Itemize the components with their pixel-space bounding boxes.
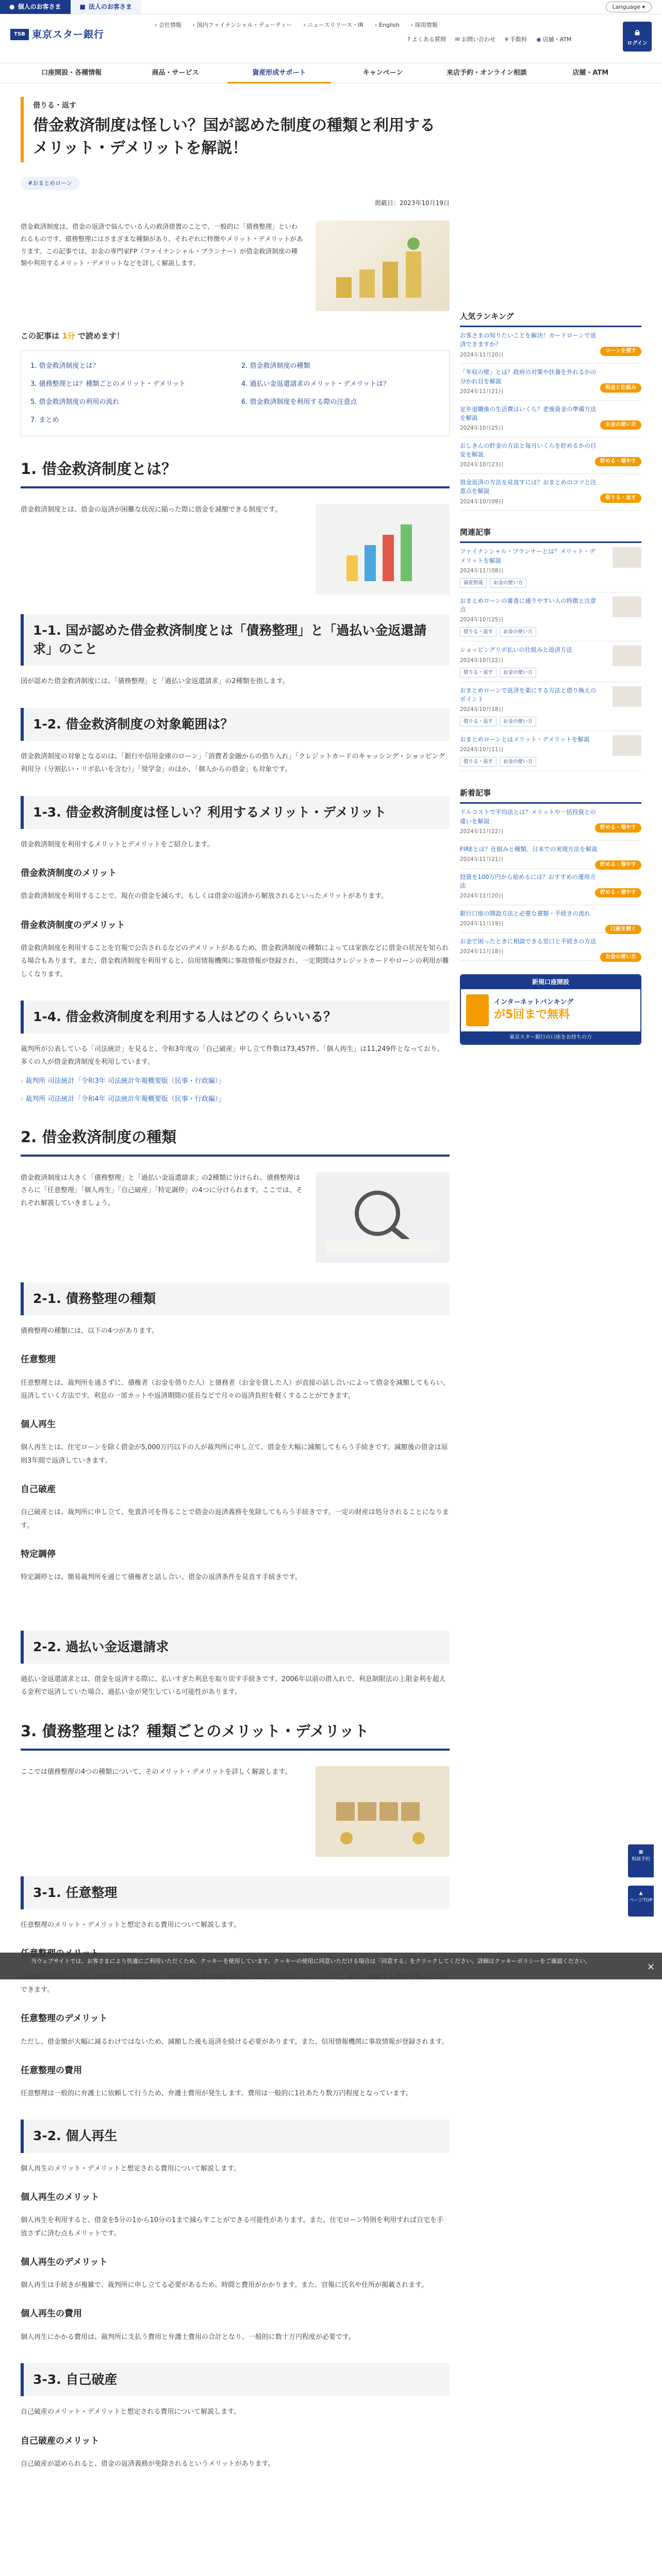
cost-heading: 個人再生の費用 [21, 2309, 82, 2319]
related-item-date: 2024年10月22日 [460, 657, 504, 664]
thumbnail [613, 547, 641, 568]
demerit-heading: 借金救済制度のデメリット [21, 920, 125, 930]
bar-chart-illustration [316, 504, 450, 595]
header-link-english[interactable]: › English [375, 21, 400, 30]
related-item[interactable] [460, 641, 641, 682]
section-1-4-heading: 1-4. 借金救済制度を利用する人はどのくらいいる？ [21, 1001, 450, 1033]
thumbnail [613, 735, 641, 756]
new-item-date: 2024年11月21日 [460, 856, 504, 862]
ranking-item-date: 2024年10月09日 [460, 498, 504, 505]
source-link[interactable]: › 裁判所 司法統計「令和3年 司法統計年報概要版（民事・行政編）」 [21, 1076, 450, 1087]
table-of-contents [21, 350, 450, 436]
new-item-title: お金で困ったときに相談できる窓口と手続きの方法 [460, 938, 597, 945]
merit-heading: 個人再生のメリット [21, 2192, 100, 2202]
faq-link[interactable] [407, 35, 446, 44]
read-time-suffix: で読めます！ [77, 331, 124, 341]
question-icon: ? [407, 36, 410, 43]
ranking-item[interactable] [460, 474, 641, 511]
section-2-2-heading: 2-2. 過払い金返還請求 [21, 1631, 450, 1664]
language-area [606, 0, 662, 14]
new-item-date: 2024年11月19日 [460, 921, 504, 927]
banner-line2: が5回まで無料 [494, 1008, 570, 1022]
cost-text: 個人再生にかかる費用は、裁判所に支払う費用と弁護士費用の合計となり、一般的に数十万円程度が必要です。 [21, 2333, 355, 2341]
source-link[interactable]: › 裁判所 司法統計「令和4年 司法統計年報概要版（民事・行政編）」 [21, 1094, 450, 1105]
language-button[interactable] [606, 2, 652, 13]
merit-text: 自己破産が認められると、借金の返済義務が免除されるというメリットがあります。 [21, 2460, 275, 2468]
tag-button[interactable]: 借りる・返す [460, 627, 496, 637]
nav-item-products[interactable]: 商品・サービス [152, 69, 199, 77]
new-item-title: ドルコストで平均法とは？メリットや一括投資との違いを解説 [460, 808, 597, 825]
contact-link[interactable] [455, 35, 495, 44]
sidebar [460, 83, 641, 2470]
header-links [155, 21, 438, 30]
nav-item-account[interactable]: 口座開設・各種情報 [41, 69, 102, 77]
atm-link[interactable] [536, 35, 572, 44]
ranking-item[interactable] [460, 327, 641, 364]
global-nav [0, 63, 662, 83]
header [0, 14, 662, 63]
tag-button[interactable]: 資産形成 [460, 578, 487, 588]
section-1-intro [21, 504, 450, 595]
header-link-company[interactable]: › 会社情報 [155, 21, 181, 30]
category-badge: 貯める・増やす [595, 888, 641, 897]
thumbnail [613, 597, 641, 617]
coins-image [316, 221, 450, 311]
debt-blocks-image [316, 1766, 450, 1857]
tag-button[interactable]: 借りる・返す [460, 668, 496, 677]
article-hero [21, 97, 450, 162]
faq-label: よくある質問 [411, 36, 446, 43]
section-3-body: ここでは債務整理の4つの種類について、そのメリット・デメリットを詳しく解説します。 [21, 1768, 292, 1776]
nav-item-asset-support[interactable]: 資産形成サポート [227, 63, 331, 83]
section-3-1-heading: 3-1. 任意整理 [21, 1876, 450, 1909]
new-item[interactable] [460, 841, 641, 869]
thumbnail [613, 686, 641, 707]
thumbnail [613, 646, 641, 666]
tag-button[interactable]: お金の使い方 [490, 578, 526, 588]
section-3-2-intro: 個人再生のメリット・デメリットと想定される費用について解説します。 [21, 2164, 241, 2173]
related-tags [460, 578, 641, 588]
ranking-item[interactable] [460, 364, 641, 400]
section-1-3-heading: 1-3. 借金救済制度は怪しい？利用するメリット・デメリット [21, 796, 450, 829]
section-3-heading: 3. 債務整理とは？種類ごとのメリット・デメリット [21, 1719, 450, 1750]
related-heading: 関連記事 [460, 526, 641, 543]
section-3-1-intro: 任意整理のメリット・デメリットと想定される費用について解説します。 [21, 1921, 241, 1929]
article-main [21, 83, 450, 2470]
category-badge: 税金と仕組み [600, 383, 641, 393]
bank-name: 東京スター銀行 [32, 29, 105, 40]
merit-text: できます。 [21, 1986, 54, 1994]
category-badge: 口座を開く [605, 925, 641, 934]
consult-fab[interactable] [628, 1844, 654, 1877]
ranking-item-date: 2024年10月25日 [460, 425, 504, 432]
lock-icon: 🔒︎ [635, 26, 640, 38]
section-1-2-heading: 1-2. 借金救済制度の対象範囲は？ [21, 708, 450, 741]
section-1-1-text: 国が認めた借金救済制度には、「債務整理」と「過払い金返還請求」の2種類を指します。 [21, 677, 289, 686]
debt-type-heading: 特定調停 [21, 1549, 56, 1560]
demerit-heading: 個人再生のデメリット [21, 2257, 108, 2267]
arrow-up-icon: ▲ [639, 1891, 643, 1896]
magnifier-image [316, 1172, 450, 1263]
header-sub-links [407, 35, 572, 44]
new-item-title: 投資を100万円から始めるには？おすすめの運用方法 [460, 873, 596, 889]
section-1-3-text: 借金救済制度を利用するメリットとデメリットをご紹介します。 [21, 840, 214, 849]
tag-button[interactable]: お金の使い方 [500, 717, 536, 726]
related-item[interactable] [460, 731, 641, 771]
tab-personal-label: 個人のお客さま [18, 3, 61, 10]
calendar-icon: ▦ [638, 1850, 643, 1855]
nav-item-campaign[interactable]: キャンペーン [362, 69, 403, 77]
ranking-item-date: 2024年11月21日 [460, 388, 504, 395]
debt-type-text: 任意整理とは、裁判所を通さずに、債権者（お金を借りた人）と債務者（お金を貸した人）が直接の話し合いによって借金を減額してもらい、返済していく方法です。利息の一部カットや返済期間の延長などで月々の返済負担を軽くすることができます。 [21, 1379, 450, 1400]
new-heading: 新着記事 [460, 787, 641, 804]
ranking-item-title: 「年収の壁」とは？政府の対策や扶養を外れるかの分かれ目を解説 [460, 368, 597, 385]
cookie-banner [0, 1953, 662, 1979]
new-item[interactable] [460, 905, 641, 933]
consult-label: 相談予約 [631, 1857, 650, 1862]
ranking-item-title: 定年退職後の生活費はいくら？老後資金の準備方法を解説 [460, 405, 597, 421]
ranking-item-title: おしきんの貯金の方法と毎月いくらを貯めるかの目安を解説 [460, 442, 597, 459]
publish-date: 掲載日：2023年10月19日 [374, 199, 450, 207]
related-item-date: 2024年11月08日 [460, 567, 504, 574]
atm-label: 店舗・ATM [542, 36, 572, 43]
toc-item[interactable]: 3. 債務整理とは？種類ごとのメリット・デメリット [30, 380, 186, 388]
related-tags [460, 668, 641, 677]
section-1-2-text: 借金救済制度の対象となるのは、「銀行や信用金庫のローン」「消費者金融からの借り入れ」「クレジットカードのキャッシング・ショッピング利用分（分割払い・リボ払いを含む）」「奨学金」のほか、「個人からの借金」も対象です。 [21, 752, 445, 774]
related-item-title: おまとめローンの審査に通りやすい人の特徴と注意点 [460, 597, 597, 614]
tag-button[interactable]: 借りる・返す [460, 757, 496, 767]
category-badge: 貯める・増やす [595, 823, 641, 833]
ranking-item-title: お客さまの知りたいことを解決！カードローンで返済できますか？ [460, 332, 597, 348]
related-item-date: 2024年10月11日 [460, 747, 504, 753]
category-badge: お金の使い方 [600, 953, 641, 962]
logo[interactable] [10, 27, 104, 42]
person-icon: ● [9, 3, 15, 10]
ranking-item[interactable] [460, 437, 641, 474]
magnifier-illustration [316, 1172, 450, 1263]
fee-label: 手数料 [510, 36, 527, 43]
related-item-title: ファイナンシャル・プランナーとは？メリット・デメリットを解説 [460, 548, 595, 564]
header-link-duty[interactable]: › 国内ファイナンシャル・デューティー [193, 21, 292, 30]
section-3-2-heading: 3-2. 個人再生 [21, 2120, 450, 2153]
debt-type-text: 特定調停とは、簡易裁判所を通じて債権者と話し合い、借金の返済条件を見直す手続きです。 [21, 1573, 302, 1582]
demerit-heading: 任意整理のデメリット [21, 2013, 108, 2024]
wood-blocks-illustration [316, 1766, 450, 1857]
chart-image [316, 504, 450, 595]
top-bar [0, 0, 662, 14]
cost-heading: 任意整理の費用 [21, 2065, 82, 2076]
toc-item[interactable]: 4. 過払い金返還請求のメリット・デメリットは？ [241, 380, 390, 388]
merit-text: 借金救済制度を利用することで、現在の借金を減らす、もしくは借金の返済から解放されるといったメリットがあります。 [21, 892, 388, 901]
section-2-1-text: 債務整理の種類には、以下の4つがあります。 [21, 1327, 159, 1335]
demerit-text: 借金救済制度を利用することを官報で公告されるなどのデメリットがあるため、借金救済制度の種類によっては家族などに借金の状況を知られる場合もあります。また、借金救済制度を利用すると、信用情報機関に事故情報が登録され、一定期間はクレジットカードやローンの利用が難しくなります。 [21, 944, 449, 978]
related-item[interactable] [460, 543, 641, 592]
section-2-1-heading: 2-1. 債務整理の種類 [21, 1282, 450, 1315]
debt-type-heading: 任意整理 [21, 1354, 56, 1365]
logo-mark: TSB [10, 29, 29, 40]
intro-block [21, 221, 450, 311]
merit-heading: 自己破産のメリット [21, 2435, 100, 2446]
related-tags [460, 757, 641, 767]
pin-icon: ◉ [536, 36, 541, 43]
language-label: Language [612, 3, 640, 10]
article-title: 借金救済制度は怪しい？国が認めた制度の種類と利用するメリット・デメリットを解説！ [33, 116, 435, 157]
login-label: ログイン [627, 41, 648, 47]
banner-bottom-text: 東京スター銀行の口座をお持ちの方 [461, 1031, 640, 1044]
ranking-heading: 人気ランキング [460, 310, 641, 327]
toc-item[interactable]: 6. 借金救済制度を利用する際の注意点 [241, 398, 357, 406]
cost-text: 任意整理は一般的に弁護士に依頼して行うため、弁護士費用が発生します。費用は一般的に1社あたり数万円程度となっています。 [21, 2090, 412, 2098]
new-item[interactable] [460, 933, 641, 961]
related-item-title: おまとめローンとはメリット・デメリットを解説 [460, 736, 590, 743]
section-2-body: 借金救済制度は大きく「債務整理」と「過払い金返還請求」の2種類に分けられ、債務整理はさらに「任意整理」「個人再生」「自己破産」「特定調停」の4つに分けられます。ここでは、それぞれ解説していきましょう。 [21, 1174, 303, 1208]
banner-text [494, 998, 573, 1023]
banner-top-text: 新規口座開設 [461, 975, 640, 989]
new-item-date: 2024年11月18日 [460, 948, 504, 955]
new-item-title: FIREとは？仕組みと種類、日本での実現方法を解説 [460, 845, 598, 853]
section-2-2-text: 過払い金返還請求とは、借金を返済する際に、払いすぎた利息を取り戻す手続きです。2006年以前の借入れで、利息制限法の上限金利を超える金利で返済していた場合、過払い金が発生している可能性があります。 [21, 1675, 446, 1697]
new-item[interactable] [460, 869, 641, 905]
related-tags [460, 627, 641, 637]
cookie-text: 当ウェブサイトでは、お客さまにより快適にご利用いただくため、クッキーを使用しています。クッキーの使用に同意いただける場合は「同意する」をクリックしてください。詳細はクッキーポリシーをご確認ください。 [31, 1958, 591, 1964]
debt-type-text: 個人再生とは、住宅ローンを除く借金が5,000万円以下の人が裁判所に申し立て、借金を大幅に減額してもらう手続きです。減額後の借金は原則3年間で返済していきます。 [21, 1444, 448, 1465]
header-link-news[interactable]: › ニュースリリース・IR [303, 21, 363, 30]
demerit-text: ただし、借金額が大幅に減るわけではないため、減額した後も返済を続ける必要があります。また、信用情報機関に事故情報が登録されます。 [21, 2038, 449, 2046]
building-icon: ■ [79, 3, 86, 10]
tag-button[interactable]: お金の使い方 [500, 668, 536, 677]
related-item-title: ショッピングリボ払いの仕組みと返済方法 [460, 646, 573, 654]
read-time [21, 330, 450, 342]
related-tags [460, 717, 641, 726]
fee-link[interactable] [505, 35, 527, 44]
login-button[interactable] [623, 22, 652, 52]
section-1-body: 借金救済制度とは、借金の返済が困難な状況に陥った際に借金を減額できる制度です。 [21, 505, 282, 514]
ranking-item-title: 借金返済の方法を見直すには？おまとめのコツと注意点を解説 [460, 479, 597, 495]
coins-illustration [316, 221, 450, 311]
section-1-4-text: 裁判所が公表している「司法統計」を見ると、令和3年度の「自己破産」申し立て件数は73,457件、「個人再生」は11,249件となっており、多くの人が借金救済制度を利用しています。 [21, 1045, 444, 1066]
category-badge: 借りる・返す [600, 494, 641, 503]
new-item-title: 銀行口座の開設方法と必要な書類・手続きの流れ [460, 910, 590, 918]
section-3-intro [21, 1766, 450, 1857]
ranking-item-date: 2024年11月20日 [460, 351, 504, 358]
yen-icon: ¥ [505, 36, 509, 43]
page-top-label: ページTOP [629, 1898, 653, 1904]
category-badge: お金の使い方 [600, 420, 641, 430]
nav-item-atm[interactable]: 店舗・ATM [572, 69, 609, 77]
read-time-prefix: この記事は [21, 331, 60, 341]
tab-corporate[interactable] [71, 0, 141, 14]
category-badge: 貯める・増やす [595, 457, 641, 466]
new-item-date: 2024年11月20日 [460, 893, 504, 900]
section-1-heading: 1. 借金救済制度とは？ [21, 457, 450, 488]
merit-heading: 借金救済制度のメリット [21, 868, 117, 879]
ranking-item[interactable] [460, 401, 641, 437]
debt-type-heading: 個人再生 [21, 1419, 56, 1430]
debt-type-heading: 自己破産 [21, 1484, 56, 1495]
section-2-intro [21, 1172, 450, 1263]
page-top-fab[interactable] [628, 1886, 654, 1917]
related-item-date: 2024年10月18日 [460, 706, 504, 713]
phone-icon [466, 994, 489, 1026]
article-category: 借りる・返す [33, 101, 76, 110]
related-item-title: おまとめローンで返済を楽にする方法と借り換えのポイント [460, 686, 597, 703]
contact-label: お問い合わせ [461, 36, 496, 43]
tag-button[interactable]: お金の使い方 [500, 627, 536, 637]
related-item-date: 2024年10月25日 [460, 617, 504, 623]
category-badge: ローンを探す [600, 347, 641, 356]
demerit-text: 個人再生は手続きが複雑で、裁判所に申し立てる必要があるため、時間と費用がかかります。また、官報に氏名や住所が掲載されます。 [21, 2281, 428, 2290]
section-3-3-intro: 自己破産のメリット・デメリットと想定される費用について解説します。 [21, 2408, 241, 2416]
toc-item[interactable]: 7. まとめ [30, 416, 59, 424]
ranking-item-date: 2024年10月23日 [460, 462, 504, 468]
toc-item[interactable]: 2. 借金救済制度の種類 [241, 362, 310, 370]
new-item-date: 2024年11月22日 [460, 828, 504, 835]
related-item[interactable] [460, 682, 641, 731]
article-tag[interactable]: #おまとめローン [21, 177, 79, 190]
new-item[interactable] [460, 804, 641, 840]
tag-button[interactable]: お金の使い方 [500, 757, 536, 767]
related-item[interactable] [460, 592, 641, 641]
section-1-1-heading: 1-1. 国が認めた借金救済制度とは「債務整理」と「過払い金返還請求」のこと [21, 614, 450, 666]
banner-body [461, 989, 640, 1031]
read-time-value: 1分 [62, 331, 75, 341]
nav-item-reservation[interactable]: 来店予約・オンライン相談 [446, 69, 527, 77]
tab-corporate-label: 法人のお客さま [88, 3, 132, 10]
header-link-recruit[interactable]: › 採用情報 [411, 21, 438, 30]
tab-personal[interactable] [0, 0, 71, 14]
toc-item[interactable]: 5. 借金救済制度の利用の流れ [30, 398, 120, 406]
merit-text: 個人再生を利用すると、借金を5分の1から10分の1まで減らすことができる可能性があります。また、住宅ローン特則を利用すれば自宅を手放さずに済む点もメリットです。 [21, 2216, 444, 2238]
tag-button[interactable]: 借りる・返す [460, 717, 496, 726]
close-icon[interactable]: × [647, 1961, 655, 1972]
banner-line1: インターネットバンキング [494, 998, 574, 1006]
content-wrap [0, 83, 662, 2470]
chevron-down-icon: ▾ [642, 3, 645, 10]
debt-type-text: 自己破産とは、裁判所に申し立て、免責許可を得ることで借金の返済義務を免除してもらう手続きです。一定の財産は処分されることになります。 [21, 1509, 449, 1530]
toc-item[interactable]: 1. 借金救済制度とは？ [30, 362, 100, 370]
category-badge: 貯める・増やす [595, 860, 641, 870]
section-2-heading: 2. 借金救済制度の種類 [21, 1125, 450, 1156]
section-3-3-heading: 3-3. 自己破産 [21, 2363, 450, 2396]
mail-icon: ✉ [455, 36, 460, 43]
intro-text: 借金救済制度は、借金の返済で悩んでいる人の救済措置のことで、一般的に「債務整理」といわれるものです。債務整理にはさまざまな種類があり、それぞれに特徴やメリット・デメリットがあります。この記事では、お金の専門家FP（ファイナンシャル・プランナー）が借金救済制度の種類や利用するメリット・デメリットなどを詳しく解説します。 [21, 223, 303, 267]
account-banner[interactable] [460, 974, 641, 1045]
